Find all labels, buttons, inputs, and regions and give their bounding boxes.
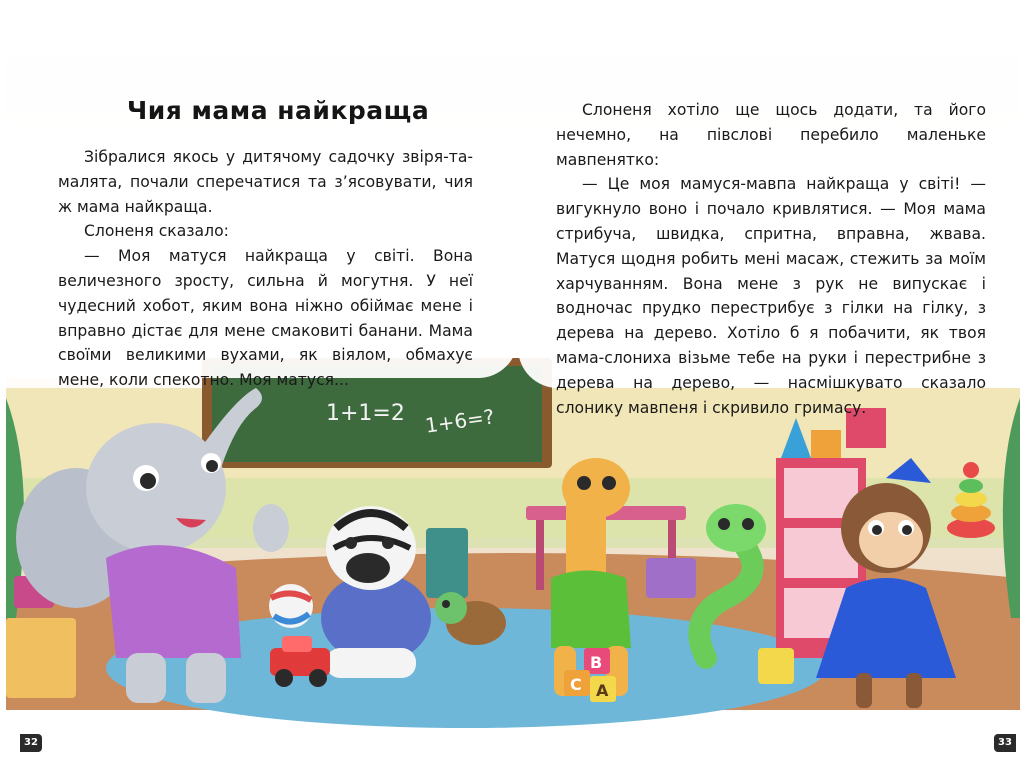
right-paragraph-1: Слоненя хотіло ще щось додати, та його нечемно, на півслові перебило маленьке мавпенятко: <box>556 101 986 169</box>
book-spread <box>6 58 1020 748</box>
chalkboard-equation-1: 1+1=2 <box>326 401 405 426</box>
left-paragraph-3: — Моя матуся найкраща у світі. Вона величезного зросту, сильна й могутня. У неї чудесний хобот, яким вона ніжно обіймає мене і вправно дістає для мене смаковиті банани. Мама своїми великими вухами, як віялом, обмахує мене, коли спекотно. Моя матуся... <box>58 247 473 390</box>
shape-sorter-toy <box>758 648 794 684</box>
block-letter-c: C <box>570 675 582 694</box>
story-title: Чия мама найкраща <box>127 96 430 125</box>
left-paragraph-2: Слоненя сказало: <box>84 222 229 241</box>
right-paragraph-2: — Це моя мамуся-мавпа найкраща у світі! — вигукнуло воно і почало кривлятися. — Моя мама стрибуча, швидка, спритна, вправна, жвава. Матуся щодня робить мені масаж, стежить за моїм харчуванням. Вона мене з рук не випускає і водночас прудко перестрибує з гілки на гілку, з дерева на дерево. Хотіло б я побачити, як твоя мама-слониха візьме тебе на руки і перестрибне з дерева на дерево, — насмішкувато сказало слонику мавпеня і скривило гримасу. <box>556 175 986 417</box>
toy-box <box>6 618 76 698</box>
purple-chair <box>646 558 696 598</box>
block-letter-b: B <box>590 653 603 672</box>
left-paragraph-1: Зібралися якось у дитячому садочку звіря-та-малята, почали сперечатися та з’ясовувати, чия ж мама найкраща. <box>58 148 473 216</box>
page-number-right: 33 <box>994 734 1016 752</box>
chalkboard-equation-2: 1+6=? <box>423 404 496 438</box>
block-letter-a: A <box>596 681 609 700</box>
page-number-left: 32 <box>20 734 42 752</box>
left-page-text <box>58 145 473 393</box>
teal-chair <box>426 528 468 598</box>
right-page-text <box>556 98 986 420</box>
